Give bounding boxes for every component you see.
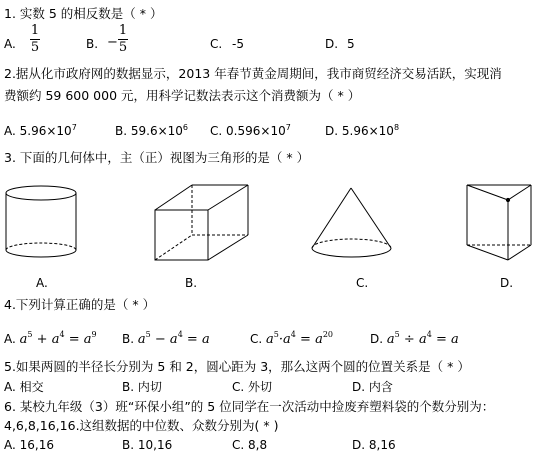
sci-base: 5.96×10 xyxy=(341,124,394,138)
q3-stem: 3. 下面的几何体中，主（正）视图为三角形的是（ * ） xyxy=(4,150,310,165)
q1-option-b-letter: B. xyxy=(86,37,99,51)
q1-option-c-letter: C. xyxy=(210,37,223,51)
math-expression: $a^5 + a^4 = a^9$ xyxy=(19,330,97,347)
q4-stem: 4.下列计算正确的是（ * ） xyxy=(4,297,156,312)
q5-option-a: A. 相交 xyxy=(4,380,44,394)
option-letter: B. xyxy=(122,332,135,346)
fraction-denominator: 5 xyxy=(30,40,40,55)
option-letter: A. xyxy=(4,124,16,138)
math-expression: $a^5 \div a^4 = a$ xyxy=(386,330,459,347)
sci-base: 0.596×10 xyxy=(226,124,286,138)
cone-figure xyxy=(312,188,391,257)
q3-label-b: B. xyxy=(185,276,198,290)
q4-option-c xyxy=(250,328,333,347)
q1-option-b-sign: − xyxy=(107,35,118,50)
math-expression: $a^5 - a^4 = a$ xyxy=(137,330,210,347)
q1-option-d-letter: D. xyxy=(325,37,339,51)
sci-exponent: 7 xyxy=(285,123,291,132)
option-letter: D. xyxy=(370,332,384,346)
q3-label-d: D. xyxy=(500,276,514,290)
q1-option-a-letter: A. xyxy=(4,37,16,51)
sci-base: 59.6×10 xyxy=(130,124,183,138)
sci-exponent: 6 xyxy=(182,123,189,132)
q4-option-b xyxy=(122,328,210,347)
fraction-numerator: 1 xyxy=(30,23,40,38)
q1-option-c-text: -5 xyxy=(232,37,244,51)
q6-stem-line1: 6. 某校九年级（3）班“环保小组”的 5 位同学在一次活动中捡废弃塑料袋的个数分别为： xyxy=(4,399,495,414)
q5-option-d: D. 内含 xyxy=(352,380,393,394)
q4-option-a xyxy=(4,328,97,347)
cylinder-figure xyxy=(6,186,76,257)
cuboid-figure xyxy=(155,185,248,260)
q5-stem: 5.如果两圆的半径长分别为 5 和 2，圆心距为 3，那么这两个圆的位置关系是（ * ） xyxy=(4,359,470,374)
sci-base: 5.96×10 xyxy=(19,124,72,138)
q6-option-a: A. 16,16 xyxy=(4,438,54,452)
math-expression: $a^5\cdot a^4 = a^{20}$ xyxy=(266,330,334,347)
q6-stem-line2: 4,6,8,16,16.这组数据的中位数、众数分别为( * ) xyxy=(4,418,279,433)
q5-option-c: C. 外切 xyxy=(232,380,273,394)
q5-option-b: B. 内切 xyxy=(122,380,162,394)
sci-exponent: 7 xyxy=(71,123,77,132)
q1-option-d-text: 5 xyxy=(347,37,355,51)
fraction-denominator: 5 xyxy=(118,40,128,55)
q3-label-c: C. xyxy=(356,276,369,290)
q1-stem: 1. 实数 5 的相反数是（ * ） xyxy=(4,6,163,21)
option-letter: B. xyxy=(115,124,128,138)
q4-option-d xyxy=(370,328,459,347)
q6-option-b: B. 10,16 xyxy=(122,438,173,452)
option-letter: A. xyxy=(4,332,16,346)
option-letter: C. xyxy=(250,332,263,346)
option-letter: C. xyxy=(210,124,223,138)
triangular-prism-figure xyxy=(467,185,531,260)
q6-option-d: D. 8,16 xyxy=(352,438,396,452)
sci-exponent: 8 xyxy=(393,123,400,132)
fraction-numerator: 1 xyxy=(118,23,128,38)
q3-label-a: A. xyxy=(36,276,48,290)
q2-stem-line2: 费额约 59 600 000 元，用科学记数法表示这个消费额为（ * ） xyxy=(4,88,361,103)
q6-option-c: C. 8,8 xyxy=(232,438,268,452)
q2-stem-line1: 2.据从化市政府网的数据显示，2013 年春节黄金周期间，我市商贸经济交易活跃，实现消 xyxy=(4,66,502,81)
option-letter: D. xyxy=(325,124,339,138)
